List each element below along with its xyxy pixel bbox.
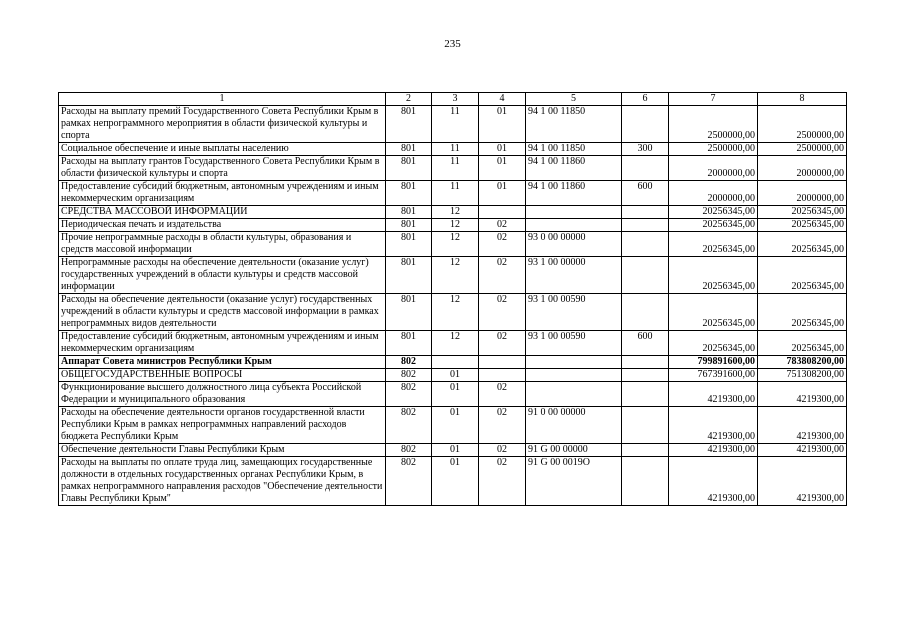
row-code-expense-type bbox=[622, 457, 669, 506]
table-row bbox=[59, 257, 847, 294]
row-code-admin: 801 bbox=[386, 143, 432, 156]
row-code-subsection bbox=[479, 356, 526, 369]
row-code-target: 91 G 00 00000 bbox=[526, 444, 622, 457]
row-code-section: 01 bbox=[432, 407, 479, 444]
row-code-admin: 801 bbox=[386, 106, 432, 143]
row-name: Обеспечение деятельности Главы Республики Крым bbox=[59, 444, 386, 457]
row-amount-year2: 783808200,00 bbox=[758, 356, 847, 369]
table-row bbox=[59, 382, 847, 407]
table-row bbox=[59, 106, 847, 143]
row-amount-year1: 20256345,00 bbox=[669, 232, 758, 257]
row-code-target bbox=[526, 219, 622, 232]
row-amount-year2: 20256345,00 bbox=[758, 219, 847, 232]
row-code-target: 94 1 00 11850 bbox=[526, 106, 622, 143]
row-code-target: 91 G 00 0019O bbox=[526, 457, 622, 506]
row-name: Расходы на обеспечение деятельности (оказание услуг) государственных учреждений в области культуры и средств массовой информации в рамках непрограммных видов деятельности bbox=[59, 294, 386, 331]
row-amount-year1: 20256345,00 bbox=[669, 219, 758, 232]
row-code-target: 91 0 00 00000 bbox=[526, 407, 622, 444]
row-code-subsection: 02 bbox=[479, 331, 526, 356]
row-code-section: 12 bbox=[432, 232, 479, 257]
row-amount-year1: 2500000,00 bbox=[669, 106, 758, 143]
row-code-subsection bbox=[479, 369, 526, 382]
row-code-subsection: 02 bbox=[479, 407, 526, 444]
row-code-section: 12 bbox=[432, 331, 479, 356]
header-cell-7: 7 bbox=[669, 93, 758, 106]
row-code-target: 94 1 00 11860 bbox=[526, 181, 622, 206]
row-code-admin: 802 bbox=[386, 457, 432, 506]
row-code-expense-type: 600 bbox=[622, 331, 669, 356]
row-name: Расходы на обеспечение деятельности органов государственной власти Республики Крым в рамках непрограммных направлений расходов бюджета Республики Крым bbox=[59, 407, 386, 444]
row-code-admin: 801 bbox=[386, 181, 432, 206]
row-amount-year1: 4219300,00 bbox=[669, 382, 758, 407]
row-code-admin: 802 bbox=[386, 407, 432, 444]
row-amount-year2: 4219300,00 bbox=[758, 444, 847, 457]
row-amount-year2: 751308200,00 bbox=[758, 369, 847, 382]
row-amount-year1: 767391600,00 bbox=[669, 369, 758, 382]
table-row bbox=[59, 356, 847, 369]
row-name: Аппарат Совета министров Республики Крым bbox=[59, 356, 386, 369]
row-name: Расходы на выплаты по оплате труда лиц, замещающих государственные должности в отдельных государственных органах Республики Крым, в рамках непрограммного направления расходов "Обеспечение деятельности Главы Республики Крым" bbox=[59, 457, 386, 506]
row-amount-year1: 20256345,00 bbox=[669, 331, 758, 356]
row-name: Социальное обеспечение и иные выплаты населению bbox=[59, 143, 386, 156]
row-code-target bbox=[526, 356, 622, 369]
row-code-target: 93 0 00 00000 bbox=[526, 232, 622, 257]
row-name: ОБЩЕГОСУДАРСТВЕННЫЕ ВОПРОСЫ bbox=[59, 369, 386, 382]
header-cell-8: 8 bbox=[758, 93, 847, 106]
header-cell-2: 2 bbox=[386, 93, 432, 106]
row-code-section: 12 bbox=[432, 206, 479, 219]
row-code-subsection: 01 bbox=[479, 156, 526, 181]
row-amount-year2: 2500000,00 bbox=[758, 143, 847, 156]
row-amount-year1: 799891600,00 bbox=[669, 356, 758, 369]
row-code-expense-type bbox=[622, 257, 669, 294]
row-amount-year1: 20256345,00 bbox=[669, 294, 758, 331]
row-code-expense-type bbox=[622, 356, 669, 369]
row-amount-year2: 2500000,00 bbox=[758, 106, 847, 143]
row-code-target: 94 1 00 11860 bbox=[526, 156, 622, 181]
table-row bbox=[59, 331, 847, 356]
row-code-section: 01 bbox=[432, 457, 479, 506]
row-amount-year2: 2000000,00 bbox=[758, 156, 847, 181]
row-amount-year1: 2000000,00 bbox=[669, 181, 758, 206]
row-code-subsection: 02 bbox=[479, 219, 526, 232]
row-code-section: 12 bbox=[432, 294, 479, 331]
row-code-section bbox=[432, 356, 479, 369]
table-header-row bbox=[59, 93, 847, 106]
row-amount-year1: 4219300,00 bbox=[669, 444, 758, 457]
row-name: Предоставление субсидий бюджетным, автономным учреждениям и иным некоммерческим организациям bbox=[59, 331, 386, 356]
row-code-expense-type bbox=[622, 382, 669, 407]
table-row bbox=[59, 181, 847, 206]
row-amount-year2: 20256345,00 bbox=[758, 257, 847, 294]
row-code-admin: 802 bbox=[386, 369, 432, 382]
row-code-expense-type bbox=[622, 407, 669, 444]
row-amount-year1: 20256345,00 bbox=[669, 206, 758, 219]
row-code-target bbox=[526, 369, 622, 382]
table-row bbox=[59, 143, 847, 156]
row-code-admin: 801 bbox=[386, 156, 432, 181]
row-name: СРЕДСТВА МАССОВОЙ ИНФОРМАЦИИ bbox=[59, 206, 386, 219]
row-code-admin: 801 bbox=[386, 206, 432, 219]
row-amount-year2: 20256345,00 bbox=[758, 294, 847, 331]
header-cell-4: 4 bbox=[479, 93, 526, 106]
row-code-expense-type bbox=[622, 232, 669, 257]
row-code-target: 93 1 00 00590 bbox=[526, 294, 622, 331]
row-code-subsection: 02 bbox=[479, 444, 526, 457]
table-row bbox=[59, 407, 847, 444]
row-code-admin: 801 bbox=[386, 294, 432, 331]
row-amount-year2: 4219300,00 bbox=[758, 407, 847, 444]
row-code-section: 11 bbox=[432, 156, 479, 181]
row-code-expense-type: 300 bbox=[622, 143, 669, 156]
row-amount-year2: 20256345,00 bbox=[758, 331, 847, 356]
row-amount-year2: 4219300,00 bbox=[758, 457, 847, 506]
row-amount-year1: 2000000,00 bbox=[669, 156, 758, 181]
row-code-admin: 801 bbox=[386, 232, 432, 257]
row-amount-year2: 20256345,00 bbox=[758, 232, 847, 257]
table-row bbox=[59, 219, 847, 232]
table-row bbox=[59, 206, 847, 219]
row-code-expense-type bbox=[622, 294, 669, 331]
header-cell-3: 3 bbox=[432, 93, 479, 106]
row-code-section: 11 bbox=[432, 106, 479, 143]
table-row bbox=[59, 444, 847, 457]
row-code-subsection: 01 bbox=[479, 181, 526, 206]
row-amount-year1: 4219300,00 bbox=[669, 407, 758, 444]
header-cell-5: 5 bbox=[526, 93, 622, 106]
row-amount-year2: 4219300,00 bbox=[758, 382, 847, 407]
header-cell-1: 1 bbox=[59, 93, 386, 106]
row-code-admin: 802 bbox=[386, 356, 432, 369]
row-amount-year2: 2000000,00 bbox=[758, 181, 847, 206]
row-code-section: 12 bbox=[432, 219, 479, 232]
row-code-section: 12 bbox=[432, 257, 479, 294]
row-code-admin: 802 bbox=[386, 444, 432, 457]
row-name: Прочие непрограммные расходы в области культуры, образования и средств массовой информации bbox=[59, 232, 386, 257]
row-amount-year2: 20256345,00 bbox=[758, 206, 847, 219]
table-row bbox=[59, 232, 847, 257]
row-amount-year1: 4219300,00 bbox=[669, 457, 758, 506]
row-name: Периодическая печать и издательства bbox=[59, 219, 386, 232]
row-code-subsection: 01 bbox=[479, 106, 526, 143]
row-code-target bbox=[526, 206, 622, 219]
header-cell-6: 6 bbox=[622, 93, 669, 106]
page-number: 235 bbox=[444, 38, 461, 50]
row-code-subsection: 01 bbox=[479, 143, 526, 156]
row-code-admin: 801 bbox=[386, 331, 432, 356]
row-code-subsection: 02 bbox=[479, 457, 526, 506]
row-code-admin: 802 bbox=[386, 382, 432, 407]
row-code-section: 01 bbox=[432, 382, 479, 407]
row-amount-year1: 2500000,00 bbox=[669, 143, 758, 156]
row-code-expense-type bbox=[622, 369, 669, 382]
table-row bbox=[59, 457, 847, 506]
row-code-expense-type bbox=[622, 206, 669, 219]
row-code-section: 01 bbox=[432, 369, 479, 382]
row-code-expense-type bbox=[622, 156, 669, 181]
row-name: Функционирование высшего должностного лица субъекта Российской Федерации и муниципального образования bbox=[59, 382, 386, 407]
row-code-target bbox=[526, 382, 622, 407]
row-code-target: 94 1 00 11850 bbox=[526, 143, 622, 156]
row-code-expense-type bbox=[622, 219, 669, 232]
row-code-subsection: 02 bbox=[479, 232, 526, 257]
row-code-section: 01 bbox=[432, 444, 479, 457]
row-code-section: 11 bbox=[432, 181, 479, 206]
budget-table bbox=[58, 92, 847, 506]
row-code-target: 93 1 00 00590 bbox=[526, 331, 622, 356]
table-row bbox=[59, 369, 847, 382]
row-name: Непрограммные расходы на обеспечение деятельности (оказание услуг) государственных учреждений в области культуры и средств массовой информации bbox=[59, 257, 386, 294]
row-code-expense-type: 600 bbox=[622, 181, 669, 206]
row-name: Предоставление субсидий бюджетным, автономным учреждениям и иным некоммерческим организациям bbox=[59, 181, 386, 206]
row-code-subsection: 02 bbox=[479, 382, 526, 407]
row-code-subsection bbox=[479, 206, 526, 219]
row-name: Расходы на выплату грантов Государственного Совета Республики Крым в области физической культуры и спорта bbox=[59, 156, 386, 181]
row-code-subsection: 02 bbox=[479, 294, 526, 331]
row-code-expense-type bbox=[622, 106, 669, 143]
row-name: Расходы на выплату премий Государственного Совета Республики Крым в рамках непрограммного мероприятия в области физической культуры и спорта bbox=[59, 106, 386, 143]
row-code-expense-type bbox=[622, 444, 669, 457]
table-row bbox=[59, 156, 847, 181]
row-code-admin: 801 bbox=[386, 219, 432, 232]
row-amount-year1: 20256345,00 bbox=[669, 257, 758, 294]
row-code-target: 93 1 00 00000 bbox=[526, 257, 622, 294]
row-code-section: 11 bbox=[432, 143, 479, 156]
row-code-admin: 801 bbox=[386, 257, 432, 294]
row-code-subsection: 02 bbox=[479, 257, 526, 294]
table-row bbox=[59, 294, 847, 331]
